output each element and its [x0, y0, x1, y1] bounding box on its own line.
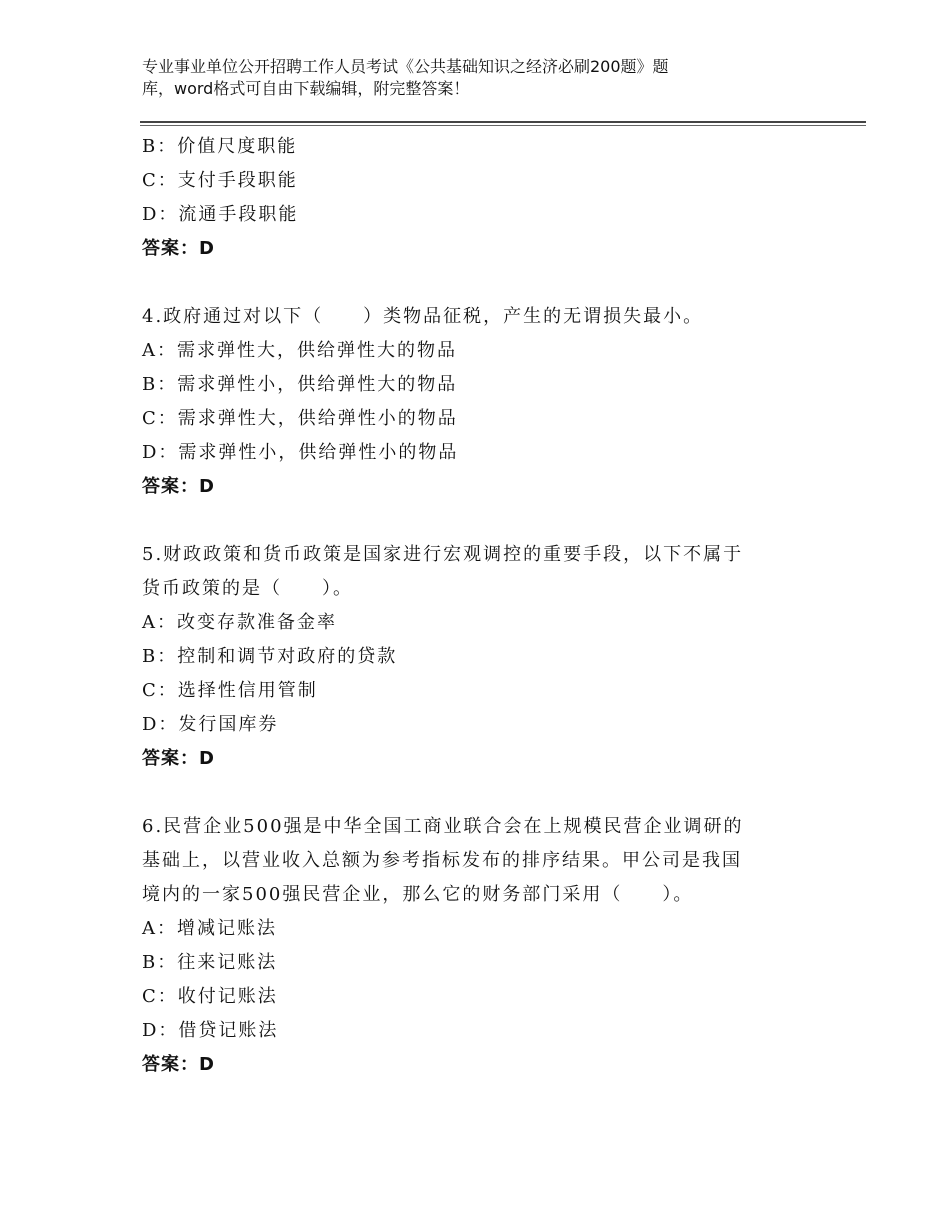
- option-a: A：增减记账法: [142, 918, 277, 939]
- option-c: C：收付记账法: [142, 986, 278, 1007]
- question-stem-line: 4.政府通过对以下（ ）类物品征税，产生的无谓损失最小。: [142, 306, 704, 327]
- question-stem-line: 货币政策的是（ ）。: [142, 578, 353, 599]
- question-block-3-partial: [142, 130, 822, 266]
- spacer: [142, 266, 822, 300]
- option-d: D：发行国库券: [142, 714, 279, 735]
- option-d: D：流通手段职能: [142, 204, 299, 225]
- option-c: C：选择性信用管制: [142, 680, 318, 701]
- question-block-6: [142, 810, 822, 1082]
- answer-line: 答案：D: [142, 476, 215, 497]
- question-stem-line: 6.民营企业500强是中华全国工商业联合会在上规模民营企业调研的: [142, 816, 744, 837]
- question-stem-line: 境内的一家500强民营企业，那么它的财务部门采用（ ）。: [142, 884, 694, 905]
- option-b: B：需求弹性小，供给弹性大的物品: [142, 374, 458, 395]
- question-block-5: [142, 538, 822, 776]
- answer-line: 答案：D: [142, 1054, 215, 1075]
- option-d: D：借贷记账法: [142, 1020, 279, 1041]
- question-block-4: [142, 300, 822, 504]
- spacer: [142, 504, 822, 538]
- question-stem-line: 基础上，以营业收入总额为参考指标发布的排序结果。甲公司是我国: [142, 850, 742, 871]
- option-c: C：需求弹性大，供给弹性小的物品: [142, 408, 458, 429]
- option-a: A：需求弹性大，供给弹性大的物品: [142, 340, 457, 361]
- option-b: B：价值尺度职能: [142, 136, 298, 157]
- header-line-1: 专业事业单位公开招聘工作人员考试《公共基础知识之经济必刷200题》题: [142, 57, 669, 76]
- option-a: A：改变存款准备金率: [142, 612, 337, 633]
- option-d: D：需求弹性小，供给弹性小的物品: [142, 442, 459, 463]
- option-c: C：支付手段职能: [142, 170, 298, 191]
- option-b: B：往来记账法: [142, 952, 278, 973]
- question-stem-line: 5.财政政策和货币政策是国家进行宏观调控的重要手段，以下不属于: [142, 544, 744, 565]
- document-header: [142, 56, 782, 100]
- header-rule-thick: [140, 121, 866, 123]
- header-line-2: 库，word格式可自由下载编辑，附完整答案！: [142, 79, 470, 98]
- answer-line: 答案：D: [142, 748, 215, 769]
- option-b: B：控制和调节对政府的贷款: [142, 646, 398, 667]
- document-body: [142, 130, 822, 1082]
- spacer: [142, 776, 822, 810]
- answer-line: 答案：D: [142, 238, 215, 259]
- header-rule-thin: [140, 125, 866, 126]
